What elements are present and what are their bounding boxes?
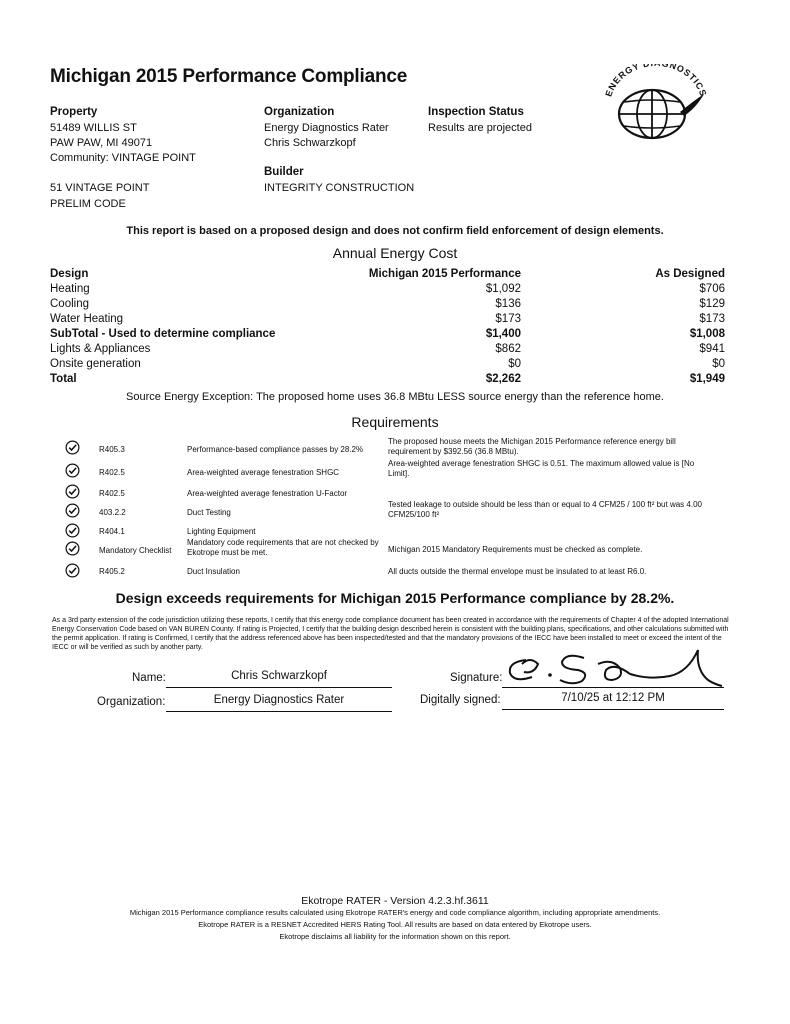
cost-row-label: Water Heating xyxy=(50,313,124,325)
cost-designed-value: $1,949 xyxy=(689,373,725,385)
cost-performance-value: $1,400 xyxy=(485,328,521,340)
requirement-description: Lighting Equipment xyxy=(187,527,256,536)
cost-row-label: Cooling xyxy=(50,298,89,310)
requirement-code: R405.2 xyxy=(99,567,125,576)
cost-table-header xyxy=(50,268,725,283)
cost-row-label: Heating xyxy=(50,283,90,295)
cost-row-lights-appliances xyxy=(50,343,725,358)
cost-performance-value: $0 xyxy=(508,358,521,370)
design-column-header: Design xyxy=(50,268,89,280)
cost-row-water-heating xyxy=(50,313,725,328)
inspection-status-value: Results are projected xyxy=(428,122,532,134)
as-designed-column-header: As Designed xyxy=(655,268,725,280)
organization-name: Energy Diagnostics Rater xyxy=(264,122,389,134)
organization-signoff-label: Organization: xyxy=(97,696,166,708)
cost-designed-value: $941 xyxy=(699,343,725,355)
signature-label: Signature: xyxy=(450,672,503,684)
cost-designed-value: $173 xyxy=(699,313,725,325)
cost-designed-value: $706 xyxy=(699,283,725,295)
requirement-code: R405.3 xyxy=(99,445,125,454)
requirement-row xyxy=(65,523,725,539)
design-notice: This report is based on a proposed design and does not confirm field enforcement of design elements. xyxy=(126,225,664,237)
organization-underline xyxy=(166,711,392,712)
cost-designed-value: $0 xyxy=(712,358,725,370)
name-underline xyxy=(166,687,392,688)
digitally-signed-label: Digitally signed: xyxy=(420,694,501,706)
check-circle-icon xyxy=(65,563,80,578)
signature-underline xyxy=(502,687,724,688)
cost-performance-value: $862 xyxy=(495,343,521,355)
requirement-description: Mandatory code requirements that are not checked by Ekotrope must be met. xyxy=(187,538,379,557)
requirement-description: Area-weighted average fenestration SHGC xyxy=(187,468,340,477)
compliance-result: Design exceeds requirements for Michigan 2015 Performance compliance by 28.2%. xyxy=(115,590,675,606)
requirement-row xyxy=(65,500,725,523)
requirement-code: R402.5 xyxy=(99,489,125,498)
property-label: Property xyxy=(50,106,98,118)
cost-row-label: Onsite generation xyxy=(50,358,141,370)
inspection-status-label: Inspection Status xyxy=(428,106,524,118)
footer-disclaimer-line: Ekotrope RATER is a RESNET Accredited HERS Rating Tool. All results are based on data entered by Ekotrope users. xyxy=(198,920,592,929)
requirement-row xyxy=(65,538,725,561)
check-circle-icon xyxy=(65,463,80,478)
requirement-code: Mandatory Checklist xyxy=(99,546,172,555)
cost-performance-value: $173 xyxy=(495,313,521,325)
builder-name: INTEGRITY CONSTRUCTION xyxy=(264,182,415,194)
organization-rater: Chris Schwarzkopf xyxy=(264,137,356,149)
requirement-row xyxy=(65,437,725,460)
cost-row-label: Total xyxy=(50,373,77,385)
cost-designed-value: $1,008 xyxy=(689,328,725,340)
cost-performance-value: $1,092 xyxy=(485,283,521,295)
requirement-message: Michigan 2015 Mandatory Requirements must be checked as complete. xyxy=(388,545,643,554)
check-circle-icon xyxy=(65,523,80,538)
cost-row-heating xyxy=(50,283,725,298)
cost-row-onsite-generation xyxy=(50,358,725,373)
requirements-title: Requirements xyxy=(351,414,439,430)
requirement-code: R402.5 xyxy=(99,468,125,477)
cost-designed-value: $129 xyxy=(699,298,725,310)
check-circle-icon xyxy=(65,541,80,556)
cost-performance-value: $2,262 xyxy=(485,373,521,385)
requirement-row xyxy=(65,563,725,579)
requirement-message: The proposed house meets the Michigan 2015 Performance reference energy bill requirement by $392.56 (36.8 MBtu). xyxy=(388,437,676,456)
property-address-line: 51489 WILLIS ST xyxy=(50,122,137,134)
requirement-description: Area-weighted average fenestration U-Factor xyxy=(187,489,348,498)
cost-row-label: SubTotal - Used to determine compliance xyxy=(50,328,276,340)
handwritten-signature xyxy=(502,640,724,690)
property-code: PRELIM CODE xyxy=(50,198,126,210)
footer-disclaimer-line: Michigan 2015 Performance compliance results calculated using Ekotrope RATER's energy and code compliance algorithm, including appropriate amendments. xyxy=(129,908,661,917)
svg-text:ENERGY DIAGNOSTICS: ENERGY NOSTICS xyxy=(603,64,709,98)
requirement-description: Duct Insulation xyxy=(187,567,240,576)
footer-disclaimer-line: Ekotrope disclaims all liability for the information shown on this report. xyxy=(279,932,511,941)
requirement-description: Performance-based compliance passes by 28.2% xyxy=(187,445,364,454)
digitally-signed-date: 7/10/25 at 12:12 PM xyxy=(561,692,665,704)
performance-column-header: Michigan 2015 Performance xyxy=(368,268,521,280)
requirement-message: Tested leakage to outside should be less than or equal to 4 CFM25 / 100 ft² but was 4.00 CFM25/100 ft² xyxy=(388,500,702,519)
name-label: Name: xyxy=(132,672,166,684)
cost-row-total xyxy=(50,373,725,388)
check-circle-icon xyxy=(65,440,80,455)
requirement-row xyxy=(65,459,725,483)
globe-icon xyxy=(600,64,712,146)
cost-row-cooling xyxy=(50,298,725,313)
energy-diagnostics-logo xyxy=(600,64,712,146)
requirement-message: All ducts outside the thermal envelope must be insulated to at least R6.0. xyxy=(388,567,647,576)
cost-performance-value: $136 xyxy=(495,298,521,310)
cost-row-subtotal xyxy=(50,328,725,343)
source-energy-exception: Source Energy Exception: The proposed home uses 36.8 MBtu LESS source energy than the reference home. xyxy=(126,391,664,403)
certification-statement: As a 3rd party extension of the code jurisdiction utilizing these reports, I certify that this energy code compliance document has been created in accordance with the requirements of Chapter 4 of the adopted International Energy Conservation Code based on VAN BUREN County. If rating is Projected, I certify that the building design described herein is consistent with the building plans, specifications, and other calculations submitted with the permit application. If rating is Confirmed, I certify that the address referenced above has been inspected/tested and that the mandatory provisions of the IECC have been installed to meet or exceed the intent of the IECC or will be verified as such by another party. xyxy=(52,617,729,651)
requirement-code: 403.2.2 xyxy=(99,508,126,517)
property-address-line: PAW PAW, MI 49071 xyxy=(50,137,153,149)
builder-label: Builder xyxy=(264,166,304,178)
organization-label: Organization xyxy=(264,106,335,118)
signer-organization: Energy Diagnostics Rater xyxy=(213,694,345,706)
software-version: Ekotrope RATER - Version 4.2.3.hf.3611 xyxy=(301,895,489,907)
signed-date-underline xyxy=(502,709,724,710)
signer-name: Chris Schwarzkopf xyxy=(231,670,327,682)
property-community: Community: VINTAGE POINT xyxy=(50,152,196,164)
cost-row-label: Lights & Appliances xyxy=(50,343,151,355)
check-circle-icon xyxy=(65,484,80,499)
property-lot: 51 VINTAGE POINT xyxy=(50,182,150,194)
check-circle-icon xyxy=(65,503,80,518)
annual-energy-cost-title: Annual Energy Cost xyxy=(332,245,458,261)
requirement-message: Area-weighted average fenestration SHGC is 0.51. The maximum allowed value is [No Limit]. xyxy=(388,459,695,478)
requirement-description: Duct Testing xyxy=(187,508,231,517)
page-title: Michigan 2015 Performance Compliance xyxy=(50,66,408,87)
requirement-code: R404.1 xyxy=(99,527,125,536)
